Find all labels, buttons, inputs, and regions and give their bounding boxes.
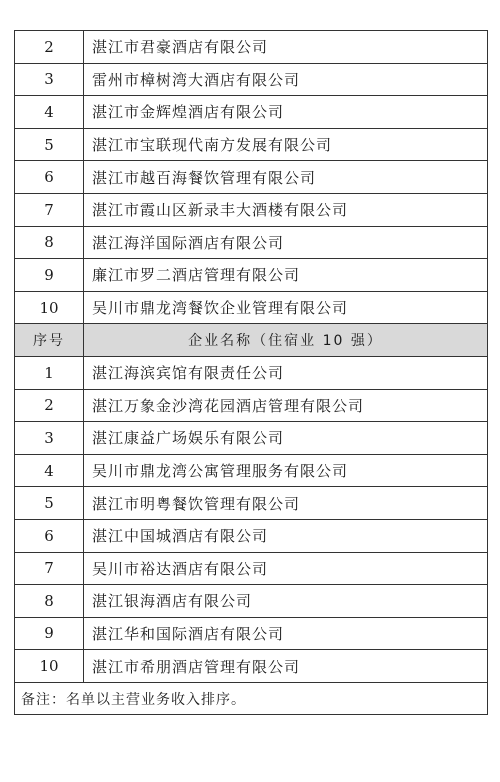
- company-name: 湛江市宝联现代南方发展有限公司: [84, 128, 488, 161]
- section-header-row: [15, 324, 488, 357]
- row-number: 9: [15, 617, 84, 650]
- table-row: [15, 454, 488, 487]
- company-name: 湛江海滨宾馆有限责任公司: [84, 356, 488, 389]
- table-row: [15, 552, 488, 585]
- table-row: [15, 128, 488, 161]
- row-number: 2: [15, 389, 84, 422]
- table-row: [15, 31, 488, 64]
- table-row: [15, 617, 488, 650]
- company-name: 湛江华和国际酒店有限公司: [84, 617, 488, 650]
- company-name: 湛江市明粤餐饮管理有限公司: [84, 487, 488, 520]
- row-number: 7: [15, 552, 84, 585]
- company-name: 湛江市希朋酒店管理有限公司: [84, 650, 488, 683]
- row-number: 3: [15, 63, 84, 96]
- table-row: [15, 259, 488, 292]
- table-note: 备注：名单以主营业务收入排序。: [15, 682, 488, 715]
- company-name: 湛江海洋国际酒店有限公司: [84, 226, 488, 259]
- row-number: 8: [15, 585, 84, 618]
- table-row: [15, 96, 488, 129]
- company-name: 湛江康益广场娱乐有限公司: [84, 422, 488, 455]
- company-name: 湛江市金辉煌酒店有限公司: [84, 96, 488, 129]
- table-row: [15, 161, 488, 194]
- table-row: [15, 226, 488, 259]
- company-name: 湛江万象金沙湾花园酒店管理有限公司: [84, 389, 488, 422]
- row-number: 3: [15, 422, 84, 455]
- ranking-table-container: [14, 30, 488, 715]
- table-row: [15, 63, 488, 96]
- row-number: 8: [15, 226, 84, 259]
- table-row: [15, 356, 488, 389]
- company-name: 吴川市鼎龙湾餐饮企业管理有限公司: [84, 291, 488, 324]
- table-row: [15, 487, 488, 520]
- company-name: 湛江市君豪酒店有限公司: [84, 31, 488, 64]
- row-number: 9: [15, 259, 84, 292]
- column-header-company: 企业名称（住宿业 10 强）: [84, 324, 488, 357]
- table-row: [15, 389, 488, 422]
- company-name: 吴川市裕达酒店有限公司: [84, 552, 488, 585]
- company-name: 湛江中国城酒店有限公司: [84, 519, 488, 552]
- table-row: [15, 650, 488, 683]
- company-name: 湛江市越百海餐饮管理有限公司: [84, 161, 488, 194]
- table-row: [15, 291, 488, 324]
- row-number: 4: [15, 96, 84, 129]
- row-number: 7: [15, 193, 84, 226]
- table-row: [15, 193, 488, 226]
- row-number: 2: [15, 31, 84, 64]
- row-number: 4: [15, 454, 84, 487]
- column-header-number: 序号: [15, 324, 84, 357]
- ranking-table-body: [15, 31, 488, 715]
- company-name: 湛江银海酒店有限公司: [84, 585, 488, 618]
- company-name: 廉江市罗二酒店管理有限公司: [84, 259, 488, 292]
- company-name: 雷州市樟树湾大酒店有限公司: [84, 63, 488, 96]
- row-number: 10: [15, 650, 84, 683]
- note-row: [15, 682, 488, 715]
- row-number: 6: [15, 161, 84, 194]
- company-name: 吴川市鼎龙湾公寓管理服务有限公司: [84, 454, 488, 487]
- row-number: 6: [15, 519, 84, 552]
- table-row: [15, 422, 488, 455]
- row-number: 1: [15, 356, 84, 389]
- company-name: 湛江市霞山区新录丰大酒楼有限公司: [84, 193, 488, 226]
- row-number: 5: [15, 487, 84, 520]
- table-row: [15, 519, 488, 552]
- table-row: [15, 585, 488, 618]
- row-number: 5: [15, 128, 84, 161]
- row-number: 10: [15, 291, 84, 324]
- ranking-table: [14, 30, 488, 715]
